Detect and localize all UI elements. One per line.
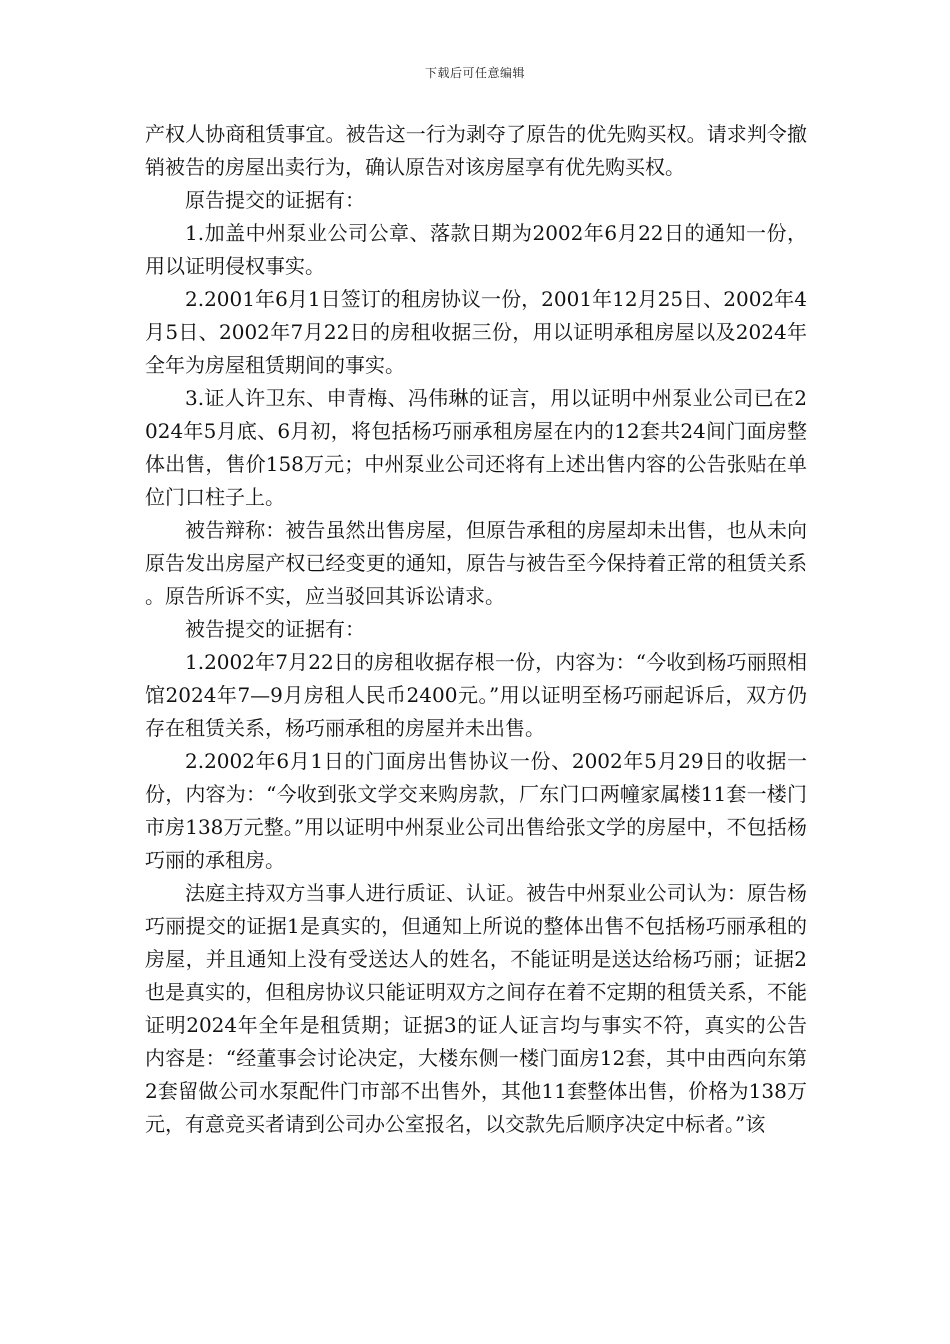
paragraph-plaintiff-evidence-3: 3.证人许卫东、申青梅、冯伟琳的证言，用以证明中州泵业公司已在2024年5月底、6月初，将包括杨巧丽承租房屋在内的12套共24间门面房整体出售，售价158万元；中州泵业公司还将有上述出售内容的公告张贴在单位门口柱子上。 [145,386,807,509]
paragraph-court-examination: 法庭主持双方当事人进行质证、认证。被告中州泵业公司认为：原告杨巧丽提交的证据1是真实的，但通知上所说的整体出售不包括杨巧丽承租的房屋，并且通知上没有受送达人的姓名，不能证明是送达给杨巧丽；证据2也是真实的，但租房协议只能证明双方之间存在着不定期的租赁关系，不能证明2024年全年是租赁期；证据3的证人证言均与事实不符，真实的公告内容是：“经董事会讨论决定，大楼东侧一楼门面房12套，其中由西向东第2套留做公司水泵配件门市部不出售外，其他11套整体出售，价格为138万元，有意竞买者请到公司办公室报名，以交款先后顺序决定中标者。”该 [145,881,807,1136]
paragraph-continuation: 产权人协商租赁事宜。被告这一行为剥夺了原告的优先购买权。请求判令撤销被告的房屋出卖行为，确认原告对该房屋享有优先购买权。 [145,122,807,179]
paragraph-defendant-evidence-2: 2.2002年6月1日的门面房出售协议一份、2002年5月29日的收据一份，内容为：“今收到张文学交来购房款，厂东门口两幢家属楼11套一楼门市房138万元整。”用以证明中州泵业公司出售给张文学的房屋中，不包括杨巧丽的承租房。 [145,749,807,872]
paragraph-plaintiff-evidence-2: 2.2001年6月1日签订的租房协议一份，2001年12月25日、2002年4月5日、2002年7月22日的房租收据三份，用以证明承租房屋以及2024年全年为房屋租赁期间的事实。 [145,287,807,377]
paragraph-plaintiff-evidence-heading: 原告提交的证据有： [185,188,365,212]
paragraph-plaintiff-evidence-1: 1.加盖中州泵业公司公章、落款日期为2002年6月22日的通知一份，用以证明侵权事实。 [145,221,807,278]
page-header: 下载后可任意编辑 [424,66,525,80]
paragraph-defendant-argument: 被告辩称：被告虽然出售房屋，但原告承租的房屋却未出售，也从未向原告发出房屋产权已经变更的通知，原告与被告至今保持着正常的租赁关系。原告所诉不实，应当驳回其诉讼请求。 [145,518,807,608]
paragraph-defendant-evidence-heading: 被告提交的证据有： [185,617,365,641]
document-body [145,118,807,1141]
paragraph-defendant-evidence-1: 1.2002年7月22日的房租收据存根一份，内容为：“今收到杨巧丽照相馆2024年7—9月房租人民币2400元。”用以证明至杨巧丽起诉后，双方仍存在租赁关系，杨巧丽承租的房屋并未出售。 [145,650,807,740]
